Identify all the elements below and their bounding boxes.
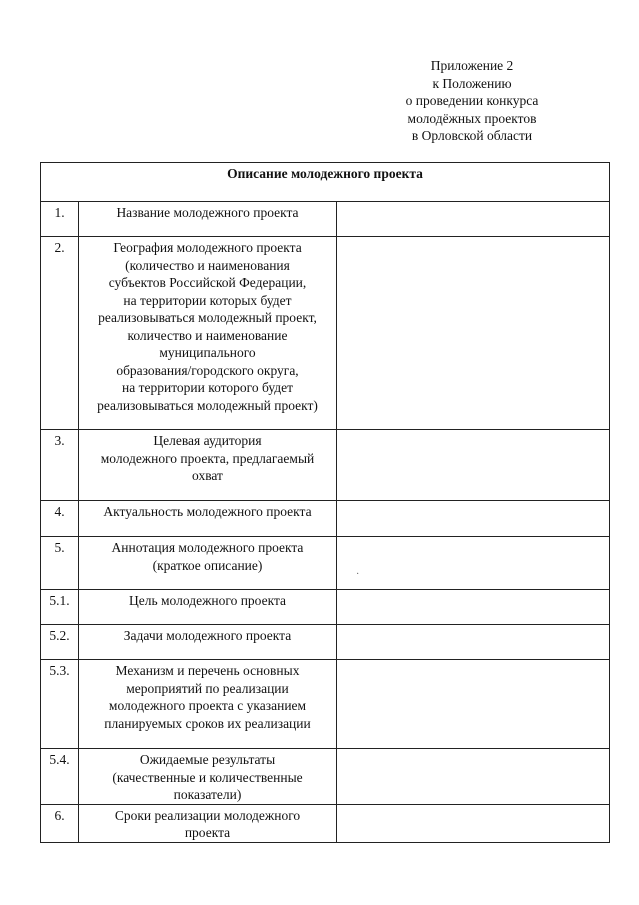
row-label-line: муниципального bbox=[159, 345, 256, 360]
row-label-line: мероприятий по реализации bbox=[126, 680, 289, 696]
row-label bbox=[79, 501, 337, 537]
row-value-field[interactable] bbox=[337, 202, 610, 237]
row-label bbox=[79, 237, 337, 430]
row-value-field[interactable] bbox=[337, 430, 610, 501]
row-number: 5.1. bbox=[41, 590, 79, 625]
stray-mark: · bbox=[356, 569, 360, 580]
row-label-line: Целевая аудитория bbox=[153, 433, 262, 448]
row-number: 2. bbox=[41, 237, 79, 430]
row-label-line: (количество и наименования bbox=[125, 257, 290, 273]
row-label-line: показатели) bbox=[173, 787, 242, 802]
row-label-line: Механизм и перечень основных bbox=[115, 663, 300, 678]
table-row bbox=[41, 625, 610, 660]
row-value-field[interactable] bbox=[337, 625, 610, 660]
row-label-line: реализовываться молодежный проект) bbox=[97, 397, 318, 413]
row-label bbox=[79, 537, 337, 590]
row-label-line: проекта bbox=[184, 825, 231, 840]
row-label-line: (краткое описание) bbox=[152, 557, 263, 573]
row-label-line: Задачи молодежного проекта bbox=[123, 628, 292, 643]
row-number: 6. bbox=[41, 804, 79, 842]
row-label bbox=[79, 590, 337, 625]
row-label-line: Цель молодежного проекта bbox=[128, 593, 287, 608]
table-row bbox=[41, 430, 610, 501]
row-label-line: молодежного проекта, предлагаемый bbox=[100, 450, 315, 466]
row-value-field[interactable] bbox=[337, 501, 610, 537]
row-label-line: молодежного проекта с указанием bbox=[108, 698, 307, 713]
row-label-line: количество и наименование bbox=[127, 327, 288, 343]
row-label-line: Актуальность молодежного проекта bbox=[103, 504, 312, 519]
table-row bbox=[41, 501, 610, 537]
appendix-line: Приложение 2 bbox=[430, 58, 514, 73]
appendix-header bbox=[362, 57, 582, 145]
row-label bbox=[79, 202, 337, 237]
row-value-field[interactable] bbox=[337, 537, 610, 590]
row-label bbox=[79, 804, 337, 842]
row-value-field[interactable] bbox=[337, 749, 610, 805]
row-label bbox=[79, 749, 337, 805]
row-value-field[interactable] bbox=[337, 590, 610, 625]
row-number: 3. bbox=[41, 430, 79, 501]
row-value-field[interactable] bbox=[337, 804, 610, 842]
row-number: 5.2. bbox=[41, 625, 79, 660]
appendix-line: о проведении конкурса bbox=[405, 93, 539, 108]
row-label bbox=[79, 660, 337, 749]
row-label-line: реализовываться молодежный проект, bbox=[98, 310, 317, 325]
row-number: 1. bbox=[41, 202, 79, 237]
row-label-line: Аннотация молодежного проекта bbox=[111, 540, 304, 555]
row-label-line: Название молодежного проекта bbox=[116, 205, 299, 220]
row-label-line: образования/городского округа, bbox=[116, 362, 299, 378]
table-title: Описание молодежного проекта bbox=[41, 163, 610, 202]
row-label-line: География молодежного проекта bbox=[113, 240, 302, 255]
appendix-line: молодёжных проектов bbox=[407, 110, 537, 126]
row-number: 5. bbox=[41, 537, 79, 590]
table-row bbox=[41, 590, 610, 625]
row-number: 4. bbox=[41, 501, 79, 537]
row-label-line: на территории которых будет bbox=[123, 292, 292, 308]
row-value-field[interactable] bbox=[337, 660, 610, 749]
row-label bbox=[79, 625, 337, 660]
row-value-field[interactable] bbox=[337, 237, 610, 430]
table-row bbox=[41, 660, 610, 749]
row-label-line: (качественные и количественные bbox=[112, 769, 303, 785]
row-label-line: на территории которого будет bbox=[121, 380, 293, 395]
row-label bbox=[79, 430, 337, 501]
project-description-table bbox=[40, 162, 610, 843]
appendix-line: к Положению bbox=[432, 75, 512, 91]
table-row bbox=[41, 537, 610, 590]
row-number: 5.3. bbox=[41, 660, 79, 749]
table-row bbox=[41, 237, 610, 430]
appendix-line: в Орловской области bbox=[411, 128, 533, 143]
table-row bbox=[41, 804, 610, 842]
table-title-row bbox=[41, 163, 610, 202]
row-label-line: субъектов Российской Федерации, bbox=[108, 275, 307, 290]
row-label-line: Ожидаемые результаты bbox=[139, 752, 276, 767]
row-label-line: планируемых сроков их реализации bbox=[104, 715, 311, 731]
table-row bbox=[41, 749, 610, 805]
row-number: 5.4. bbox=[41, 749, 79, 805]
row-label-line: охват bbox=[192, 468, 223, 483]
row-label-line: Сроки реализации молодежного bbox=[114, 807, 301, 823]
table-row bbox=[41, 202, 610, 237]
